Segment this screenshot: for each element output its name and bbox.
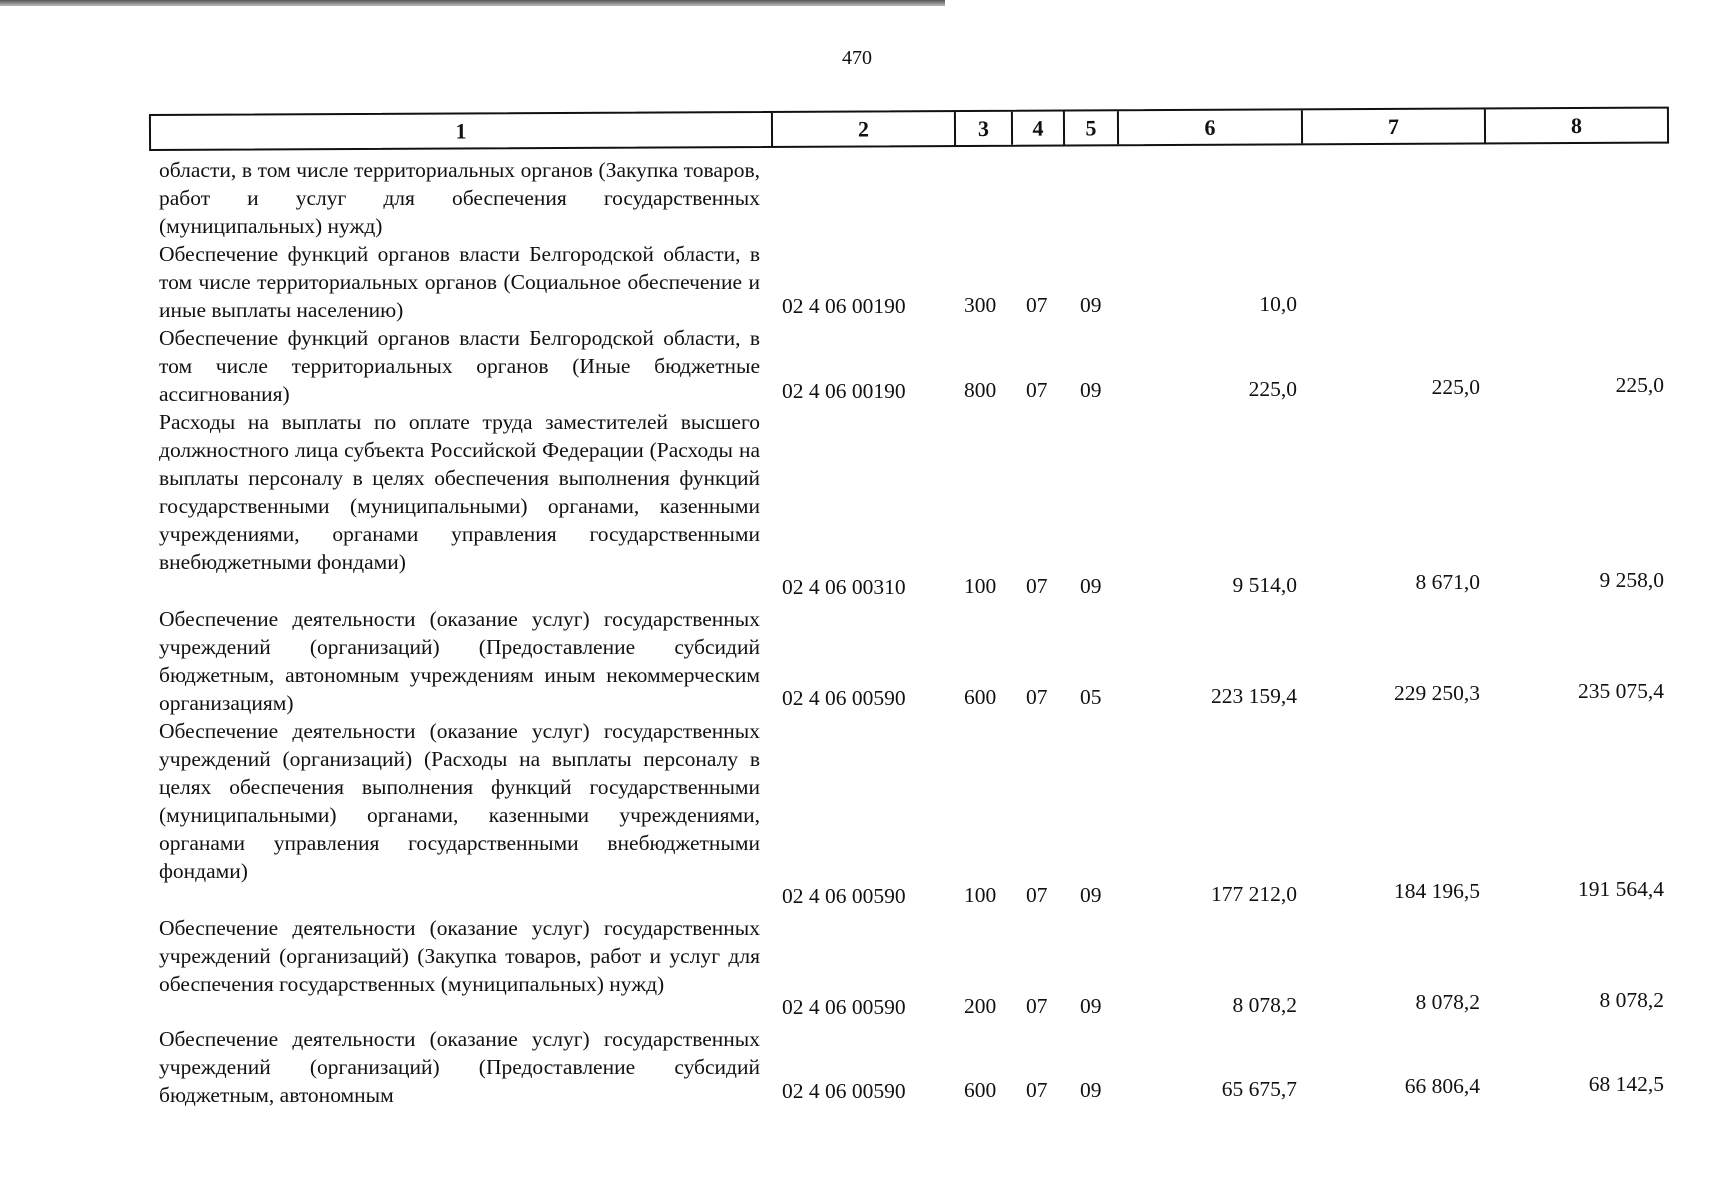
- row-col-5: 09: [1080, 994, 1102, 1018]
- row-col-4: 07: [1026, 1078, 1048, 1102]
- row-value-7: 184 196,5: [1394, 879, 1480, 903]
- row-col-3: 100: [964, 883, 997, 907]
- row-col-5: 09: [1080, 883, 1102, 907]
- row-value-8: 235 075,4: [1578, 679, 1664, 703]
- row-value-7: 8 078,2: [1415, 990, 1480, 1014]
- row-value-7: 225,0: [1431, 375, 1480, 399]
- row-value-8: 9 258,0: [1599, 568, 1664, 592]
- row-col-5: 09: [1080, 378, 1102, 402]
- row-value-6: 9 514,0: [1232, 573, 1297, 597]
- row-col-4: 07: [1026, 293, 1048, 317]
- row-code: 02 4 06 00190: [782, 294, 906, 318]
- row-value-6: 65 675,7: [1221, 1077, 1297, 1101]
- row-description: Обеспечение деятельности (оказание услуг) государственных учреждений (организаций) (Предоставление субсидий бюджетным, автономным учреждениям иным некоммерческим организациям): [159, 607, 760, 716]
- row-col-5: 09: [1080, 574, 1102, 598]
- page-number: 470: [842, 47, 872, 69]
- row-col-4: 07: [1026, 574, 1048, 598]
- row-col-3: 300: [964, 293, 997, 317]
- row-col-5: 05: [1080, 685, 1102, 709]
- row-value-8: 191 564,4: [1578, 877, 1664, 901]
- row-col-3: 600: [964, 685, 997, 709]
- header-col-8: 8: [1570, 112, 1583, 138]
- row-code: 02 4 06 00590: [782, 995, 906, 1019]
- scan-edge-shadow: [0, 0, 945, 6]
- row-code: 02 4 06 00190: [782, 379, 906, 403]
- header-col-2: 2: [773, 112, 956, 146]
- row-description: Расходы на выплаты по оплате труда заместителей высшего должностного лица субъекта Российской Федерации (Расходы на выплаты персоналу в целях обеспечения выполнения функций государственными (муниципальными) органами, казенными учреждениями, органами управления государственными внебюджетными фондами): [159, 410, 760, 575]
- row-col-3: 600: [964, 1078, 997, 1102]
- row-col-4: 07: [1026, 378, 1048, 402]
- row-value-7: 8 671,0: [1415, 570, 1480, 594]
- row-description: Обеспечение функций органов власти Белгородской области, в том числе территориальных органов (Социальное обеспечение и иные выплаты населению): [159, 242, 760, 323]
- row-col-4: 07: [1026, 685, 1048, 709]
- row-description: Обеспечение деятельности (оказание услуг) государственных учреждений (организаций) (Расходы на выплаты персоналу в целях обеспечения выполнения функций государственными (муниципальными) органами, казенными учреждениями, органами управления государственными внебюджетными фондами): [159, 719, 760, 884]
- header-col-6: 6: [1119, 110, 1303, 144]
- row-value-8: 8 078,2: [1599, 988, 1664, 1012]
- row-col-3: 100: [964, 574, 997, 598]
- header-col-1: 1: [151, 113, 773, 149]
- row-description: области, в том числе территориальных органов (Закупка товаров, работ и услуг для обеспечения государственных (муниципальных) нужд): [159, 158, 760, 239]
- row-value-6: 10,0: [1259, 292, 1297, 316]
- row-value-6: 8 078,2: [1232, 993, 1297, 1017]
- row-value-6: 225,0: [1248, 377, 1297, 401]
- row-col-5: 09: [1080, 293, 1102, 317]
- row-value-7: 229 250,3: [1394, 681, 1480, 705]
- row-code: 02 4 06 00590: [782, 686, 906, 710]
- row-value-6: 223 159,4: [1211, 684, 1297, 708]
- row-code: 02 4 06 00590: [782, 884, 906, 908]
- row-value-6: 177 212,0: [1211, 882, 1297, 906]
- row-col-3: 800: [964, 378, 997, 402]
- header-col-5: 5: [1065, 111, 1119, 144]
- header-col-7: 7: [1303, 109, 1486, 143]
- row-description: Обеспечение деятельности (оказание услуг) государственных учреждений (организаций) (Закупка товаров, работ и услуг для обеспечения государственных (муниципальных) нужд): [159, 916, 760, 997]
- row-value-8: 225,0: [1615, 373, 1664, 397]
- row-value-7: 66 806,4: [1404, 1074, 1480, 1098]
- row-code: 02 4 06 00590: [782, 1079, 906, 1103]
- row-value-8: 68 142,5: [1588, 1072, 1664, 1096]
- header-col-4: 4: [1013, 112, 1065, 145]
- row-col-5: 09: [1080, 1078, 1102, 1102]
- row-col-4: 07: [1026, 994, 1048, 1018]
- row-code: 02 4 06 00310: [782, 575, 906, 599]
- row-col-3: 200: [964, 994, 997, 1018]
- table-header: [149, 107, 1669, 151]
- row-description: Обеспечение функций органов власти Белгородской области, в том числе территориальных органов (Иные бюджетные ассигнования): [159, 326, 760, 407]
- header-col-3: 3: [956, 112, 1013, 145]
- row-col-4: 07: [1026, 883, 1048, 907]
- row-description: Обеспечение деятельности (оказание услуг) государственных учреждений (организаций) (Предоставление субсидий бюджетным, автономным: [159, 1027, 760, 1108]
